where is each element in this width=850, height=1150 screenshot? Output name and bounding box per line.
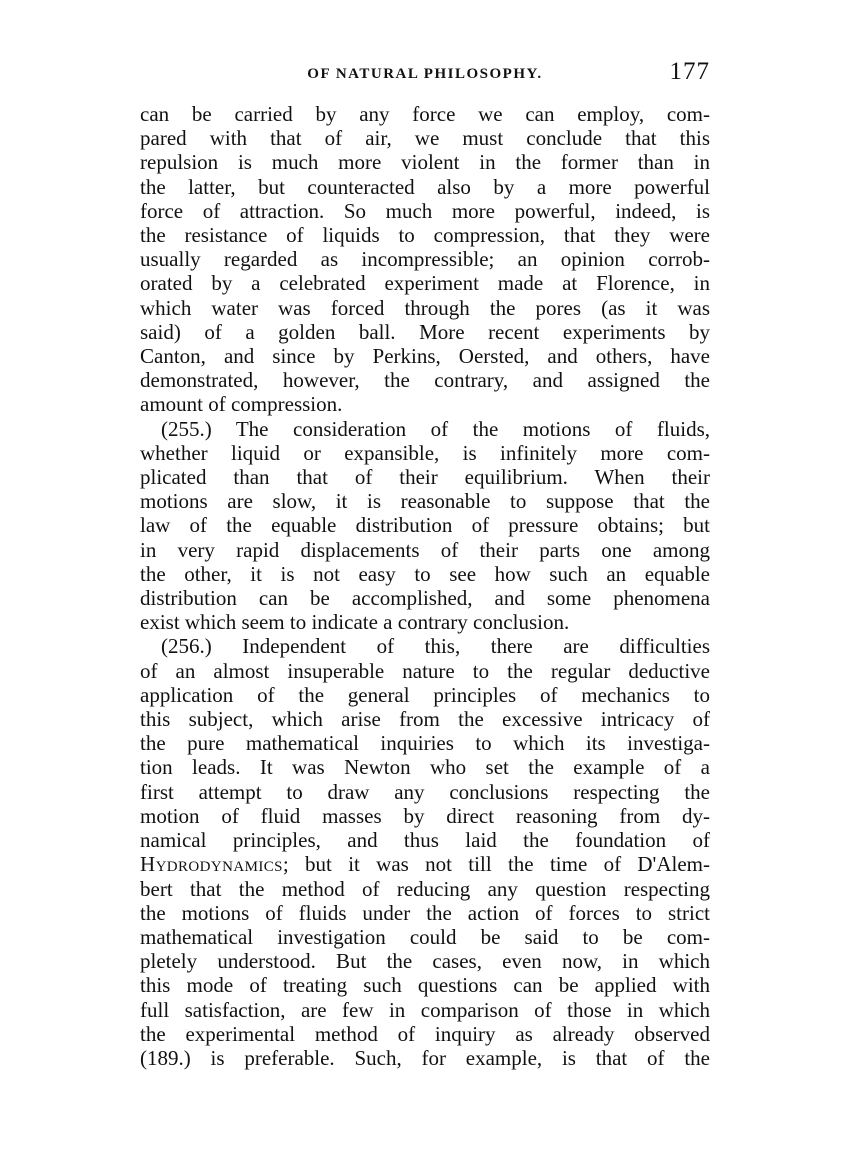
- text-line: namical principles, and thus laid the foundation of: [140, 828, 710, 853]
- text-line: the latter, but counteracted also by a more powerful: [140, 174, 710, 199]
- text-line: mathematical investigation could be said to be com-: [140, 924, 710, 949]
- text-line: full satisfaction, are few in comparison of those in which: [140, 997, 710, 1022]
- text-line: which water was forced through the pores (as it was: [140, 295, 710, 320]
- text-line-with-term: [140, 852, 710, 876]
- text-line: (189.) is preferable. Such, for example, is that of the: [140, 1045, 710, 1070]
- text-line: pletely understood. But the cases, even now, in which: [140, 949, 710, 974]
- text-line: of an almost insuperable nature to the regular deductive: [140, 658, 710, 683]
- running-title: OF NATURAL PHILOSOPHY.: [307, 66, 543, 82]
- text-line: law of the equable distribution of pressure obtains; but: [140, 513, 710, 538]
- text-line: motion of fluid masses by direct reasoning from dy-: [140, 803, 710, 828]
- text-line: application of the general principles of mechanics to: [140, 682, 710, 707]
- text-line: this mode of treating such questions can be applied with: [140, 973, 710, 998]
- hydrodynamics-term: Hydrodynamics: [140, 852, 283, 877]
- text-line: tion leads. It was Newton who set the example of a: [140, 755, 710, 780]
- running-head: [140, 58, 710, 92]
- text-line: (255.) The consideration of the motions of fluids,: [161, 416, 710, 441]
- text-line: repulsion is much more violent in the former than in: [140, 150, 710, 175]
- paragraph-256: [140, 634, 710, 1070]
- text-line: the motions of fluids under the action of forces to strict: [140, 900, 710, 925]
- text-line: bert that the method of reducing any question respecting: [140, 876, 710, 901]
- text-line: orated by a celebrated experiment made at Florence, in: [140, 271, 710, 296]
- text-line: (256.) Independent of this, there are difficulties: [161, 634, 710, 659]
- paragraph-255: [140, 417, 710, 635]
- text-line: can be carried by any force we can employ, com-: [140, 102, 710, 126]
- page-body: [140, 102, 710, 1070]
- page-number: 177: [669, 58, 710, 85]
- text-line: the pure mathematical inquiries to which its investiga-: [140, 731, 710, 756]
- text-line: exist which seem to indicate a contrary conclusion.: [140, 610, 570, 635]
- text-line: plicated than that of their equilibrium. When their: [140, 465, 710, 490]
- text-line: amount of compression.: [140, 392, 343, 417]
- text-line: this subject, which arise from the excessive intricacy of: [140, 707, 710, 732]
- text-line: in very rapid displacements of their parts one among: [140, 537, 710, 562]
- text-line: the resistance of liquids to compression, that they were: [140, 223, 710, 248]
- text-line: first attempt to draw any conclusions respecting the: [140, 779, 710, 804]
- text-line: motions are slow, it is reasonable to suppose that the: [140, 489, 710, 514]
- text-line: force of attraction. So much more powerful, indeed, is: [140, 198, 710, 223]
- text-line: pared with that of air, we must conclude that this: [140, 126, 710, 151]
- text-line: the other, it is not easy to see how such an equable: [140, 561, 710, 586]
- text-line: distribution can be accomplished, and some phenomena: [140, 586, 710, 611]
- paragraph-continuation: [140, 102, 710, 417]
- text-line: usually regarded as incompressible; an opinion corrob-: [140, 247, 710, 272]
- text-line: said) of a golden ball. More recent experiments by: [140, 319, 710, 344]
- book-page: [140, 58, 710, 1070]
- text-line: whether liquid or expansible, is infinitely more com-: [140, 440, 710, 465]
- text-line: Canton, and since by Perkins, Oersted, and others, have: [140, 344, 710, 369]
- text-line-rest: ; but it was not till the time of D'Alem-: [282, 852, 710, 877]
- text-line: demonstrated, however, the contrary, and assigned the: [140, 368, 710, 393]
- text-line: the experimental method of inquiry as already observed: [140, 1021, 710, 1046]
